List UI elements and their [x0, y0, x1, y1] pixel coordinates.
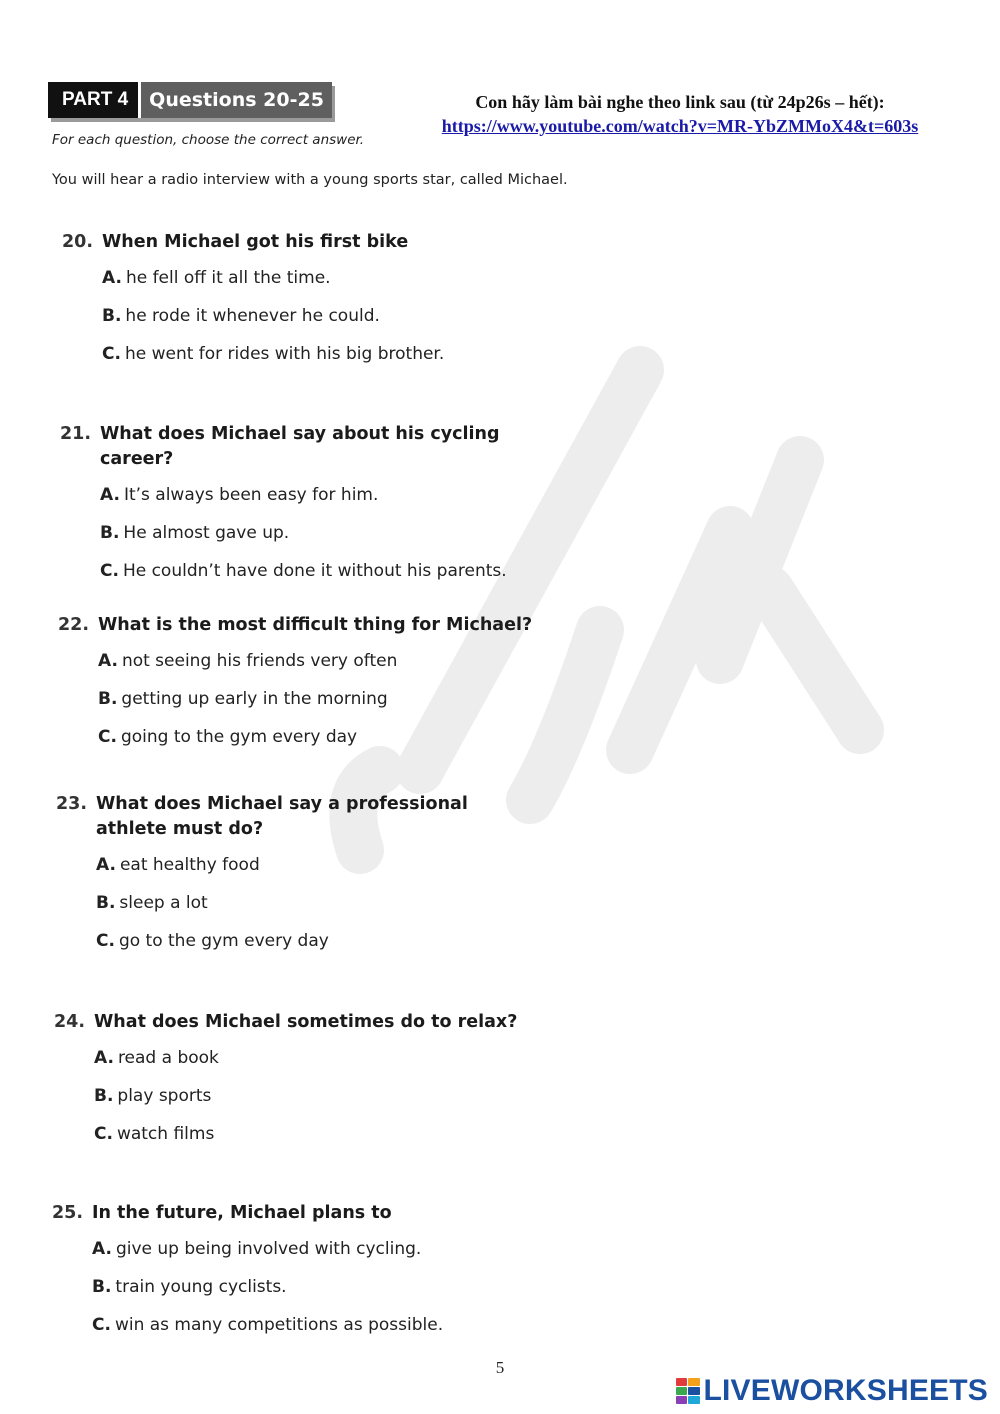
- option-letter: C.: [92, 1315, 111, 1335]
- option-letter: B.: [98, 689, 118, 709]
- answer-option[interactable]: [98, 688, 538, 710]
- part-header-badge: [48, 82, 332, 118]
- option-text: train young cyclists.: [115, 1277, 287, 1297]
- question-number: 20.: [62, 232, 94, 252]
- answer-option[interactable]: [92, 1276, 532, 1298]
- question-text: What is the most difficult thing for Michael?: [98, 615, 533, 635]
- listening-link-block: [380, 90, 980, 138]
- option-letter: A.: [94, 1048, 114, 1068]
- question-title: [60, 422, 540, 472]
- option-text: going to the gym every day: [120, 727, 358, 747]
- option-text: play sports: [117, 1086, 212, 1106]
- answer-option[interactable]: [100, 484, 540, 506]
- option-text: he rode it whenever he could.: [125, 306, 380, 326]
- answer-option[interactable]: [94, 1123, 534, 1145]
- option-text: read a book: [117, 1048, 219, 1068]
- question-title: [54, 1010, 534, 1035]
- option-letter: C.: [100, 561, 119, 581]
- option-text: eat healthy food: [119, 855, 260, 875]
- answer-option[interactable]: [94, 1047, 534, 1069]
- answer-option[interactable]: [96, 930, 536, 952]
- intro-text: You will hear a radio interview with a young sports star, called Michael.: [52, 172, 568, 188]
- question-21: [60, 422, 540, 582]
- question-text: What does Michael sometimes do to relax?: [94, 1012, 518, 1032]
- option-letter: B.: [100, 523, 120, 543]
- question-text: In the future, Michael plans to: [92, 1203, 392, 1223]
- option-text: sleep a lot: [119, 893, 208, 913]
- answer-option[interactable]: [100, 522, 540, 544]
- option-letter: B.: [92, 1277, 112, 1297]
- question-20: [62, 230, 542, 365]
- option-letter: A.: [96, 855, 116, 875]
- option-letter: A.: [102, 268, 122, 288]
- link-instruction: Con hãy làm bài nghe theo link sau (từ 24p26s – hết):: [475, 92, 885, 112]
- answer-option[interactable]: [92, 1314, 532, 1336]
- instruction-text: For each question, choose the correct answer.: [52, 132, 365, 148]
- option-letter: A.: [92, 1239, 112, 1259]
- option-text: getting up early in the morning: [121, 689, 388, 709]
- liveworksheets-wordmark: LIVEWORKSHEETS: [703, 1374, 988, 1407]
- option-letter: B.: [94, 1086, 114, 1106]
- option-letter: C.: [94, 1124, 113, 1144]
- question-title: [52, 1201, 532, 1226]
- option-letter: B.: [102, 306, 122, 326]
- answer-option[interactable]: [98, 726, 538, 748]
- option-text: give up being involved with cycling.: [115, 1239, 422, 1259]
- question-title: [58, 613, 538, 638]
- option-letter: C.: [98, 727, 117, 747]
- answer-option[interactable]: [92, 1238, 532, 1260]
- liveworksheets-logo: [676, 1374, 989, 1408]
- question-24: [54, 1010, 534, 1145]
- option-text: he went for rides with his big brother.: [124, 344, 445, 364]
- option-letter: A.: [98, 651, 118, 671]
- option-text: He almost gave up.: [123, 523, 290, 543]
- question-title: [56, 792, 536, 842]
- question-number: 21.: [60, 424, 92, 444]
- part-label: PART 4: [48, 82, 138, 118]
- answer-option[interactable]: [98, 650, 538, 672]
- option-text: He couldn’t have done it without his parents.: [122, 561, 507, 581]
- option-text: go to the gym every day: [118, 931, 329, 951]
- option-text: not seeing his friends very often: [121, 651, 398, 671]
- answer-option[interactable]: [102, 267, 542, 289]
- question-22: [58, 613, 538, 748]
- question-25: [52, 1201, 532, 1336]
- option-text: win as many competitions as possible.: [114, 1315, 444, 1335]
- page-number: 5: [495, 1358, 505, 1377]
- question-text: What does Michael say a professional athlete must do?: [96, 794, 468, 839]
- question-number: 24.: [54, 1012, 86, 1032]
- answer-option[interactable]: [100, 560, 540, 582]
- question-23: [56, 792, 536, 952]
- option-text: he fell off it all the time.: [125, 268, 331, 288]
- option-letter: A.: [100, 485, 120, 505]
- option-letter: B.: [96, 893, 116, 913]
- question-number: 23.: [56, 794, 88, 814]
- liveworksheets-icon: [676, 1378, 700, 1404]
- question-text: What does Michael say about his cycling career?: [100, 424, 500, 469]
- option-text: It’s always been easy for him.: [123, 485, 379, 505]
- answer-option[interactable]: [102, 343, 542, 365]
- answer-option[interactable]: [96, 892, 536, 914]
- answer-option[interactable]: [96, 854, 536, 876]
- option-letter: C.: [102, 344, 121, 364]
- option-letter: C.: [96, 931, 115, 951]
- question-text: When Michael got his first bike: [102, 232, 409, 252]
- youtube-link[interactable]: https://www.youtube.com/watch?v=MR-YbZMMoX4&t=603s: [441, 116, 919, 136]
- option-text: watch films: [116, 1124, 215, 1144]
- answer-option[interactable]: [94, 1085, 534, 1107]
- questions-range-label: Questions 20-25: [138, 82, 332, 118]
- answer-option[interactable]: [102, 305, 542, 327]
- question-number: 25.: [52, 1203, 84, 1223]
- question-title: [62, 230, 542, 255]
- question-number: 22.: [58, 615, 90, 635]
